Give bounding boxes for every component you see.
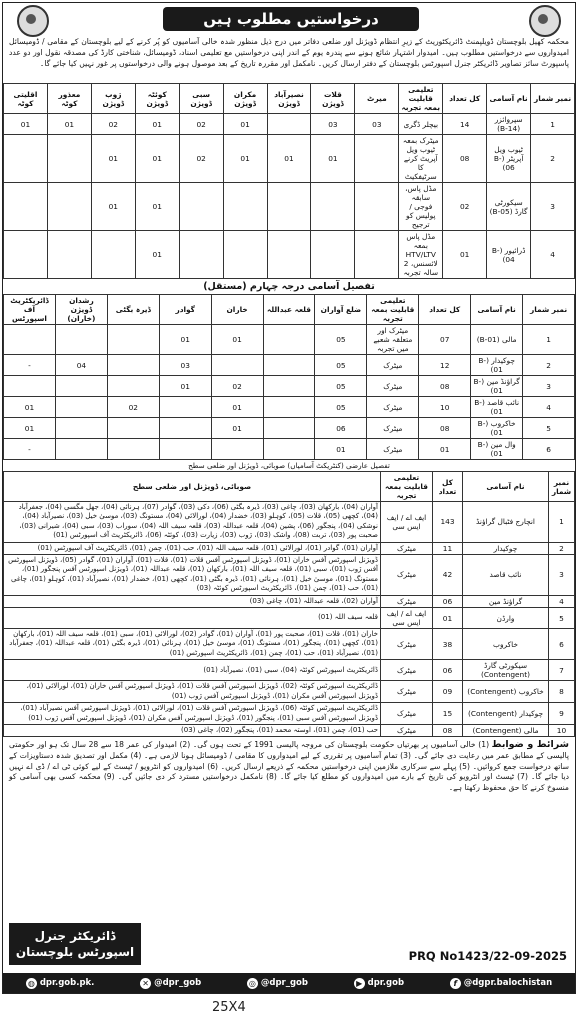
column-header: قلات ڈویژن: [311, 84, 355, 114]
table-cell: 10: [549, 724, 575, 736]
table-cell: 02: [107, 397, 159, 418]
table-row: [4, 502, 575, 543]
table-cell: [4, 183, 48, 231]
column-header: نمبر شمار: [531, 84, 575, 114]
table-row: [4, 376, 575, 397]
table-cell: 9: [549, 703, 575, 725]
table-cell: انچارج فٹبال گراؤنڈ: [463, 502, 549, 543]
table-cell: [159, 418, 211, 439]
table-class4-posts: [3, 294, 575, 460]
table-cell: 01: [47, 114, 91, 135]
section-title-class4: تفصیل آسامی درجہ چہارم (مستقل): [203, 281, 375, 292]
prq-number: PRQ No1423/22-09-2025: [408, 949, 567, 963]
table-cell: 2: [523, 355, 575, 376]
table-cell: [107, 376, 159, 397]
table-cell: نائب قاصد (B-01): [471, 397, 523, 418]
table-cell: 14: [443, 114, 487, 135]
table-cell: 01: [159, 376, 211, 397]
table-cell: ڈائریکٹریٹ اسپورٹس کوئٹہ (06)، ڈویژنل اسپورٹس آفس قلات (01)، لورالائی (01)، ڈویژنل اسپورٹس آفس نصیرآباد (01)، ڈویژنل اسپورٹس آفس سبی (01)، پنجگور (01)، ڈویژنل اسپورٹس آفس مکران (01)، ڈویژنل اسپورٹس آفس ژوب (01): [4, 703, 381, 725]
table-cell: 6: [523, 439, 575, 460]
social-bar: [3, 973, 575, 993]
table-cell: خاکروب: [463, 629, 549, 660]
table-cell: ایف اے / ایف ایس سی: [381, 608, 433, 629]
table-cell: [355, 183, 399, 231]
column-header: ضلع آواران: [315, 295, 367, 325]
table-cell: -: [4, 355, 56, 376]
table-cell: 01: [4, 397, 56, 418]
table-cell: میٹرک: [381, 595, 433, 607]
table-cell: 1: [523, 325, 575, 355]
column-header: تعلیمی قابلیت بمعہ تجربہ: [367, 295, 419, 325]
table-cell: سیکورٹی گارڈ (Contengent): [463, 660, 549, 681]
table-cell: [47, 231, 91, 279]
table-row: [4, 660, 575, 681]
table-cell: 03: [311, 114, 355, 135]
social-handle: dpr.gob: [367, 978, 405, 988]
table-cell: [107, 418, 159, 439]
table-cell: خاران (01)، قلات (01)، صحبت پور (01)، آواران (01)، گوادر (02)، لورالائی (01)، سبی (01)، قلعہ سیف اللہ (01)، بارکھان (01)، کچھی (01)، پنجگور (01)، مستونگ (01)، موسیٰ خیل (01)، ہرنائی (01)، ڈیرہ بگٹی (01)، قلعہ عبداللہ (01)، جعفرآباد (01)، نصیرآباد (01)، حب (01)، چمن (01)، ڈائریکٹریٹ اسپورٹس (01): [4, 629, 381, 660]
intro-paragraph: محکمہ کھیل بلوچستان ڈویلپمنٹ ڈائریکٹوریٹ کے زیرِ انتظام ڈویژنل اور ضلعی دفاتر میں درج ذیل منظور شدہ خالی آسامیوں کو پُر کرنے کے لیے بلوچستان کے مقامی / ڈومیسائل امیدواروں سے درخواستیں مطلوب ہیں۔ امیدوار اشتہار شائع ہونے سے پندرہ یوم کے اندر اپنی درخواستیں مع تعلیمی اسناد، ڈومیسائل، شناختی کارڈ کی مصدقہ نقول اور دو عدد پاسپورٹ سائز تصاویر ڈائریکٹر جنرل اسپورٹس بلوچستان کے دفتر ارسال کریں۔ نامکمل اور مقررہ تاریخ کے بعد موصول ہونے والی درخواستوں پر غور نہیں کیا جائے گا۔: [9, 37, 569, 68]
column-header: نام آسامی: [463, 472, 549, 502]
table-cell: میٹرک: [381, 629, 433, 660]
table-cell: 01: [419, 439, 471, 460]
table-row: [4, 724, 575, 736]
table-cell: 42: [433, 555, 463, 596]
table-cell: سیکورٹی گارڈ (B-05): [487, 183, 531, 231]
table-cell: آواران (04)، بارکھان (03)، چاغی (03)، ڈیرہ بگٹی (06)، دکی (03)، گوادر (07)، ہرنائی (04)، جھل مگسی (04)، جعفرآباد (04)، کچھی (05)، قلات (05)، کوہلو (03)، خضدار (04)، لورالائی (04)، مستونگ (03)، موسیٰ خیل (03)، نصیرآباد (04)، نوشکی (04)، پنجگور (06)، پشین (04)، قلعہ عبداللہ (03)، قلعہ سیف اللہ (04)، سوراب (03)، سبی (04)، شیرانی (03)، صحبت پور (03)، تربت (08)، واشک (03)، ژوب (03)، زیارت (03)، کوئٹہ (06)، ڈائریکٹریٹ آف اسپورٹس (01): [4, 502, 381, 543]
table-cell: میٹرک: [381, 724, 433, 736]
table-cell: [263, 325, 315, 355]
table-cell: میٹرک: [381, 660, 433, 681]
column-header: مکران ڈویژن: [223, 84, 267, 114]
table-cell: 01: [91, 183, 135, 231]
table-cell: [55, 376, 107, 397]
table-cell: 01: [135, 135, 179, 183]
table-cell: [263, 439, 315, 460]
column-header: کوئٹہ ڈویژن: [135, 84, 179, 114]
signature-block: [9, 923, 141, 965]
table-cell: [47, 135, 91, 183]
youtube-icon: ▶: [354, 978, 365, 989]
terms-title: شرائط و ضوابط: [491, 739, 570, 751]
table-cell: [179, 231, 223, 279]
table-cell: 4: [549, 595, 575, 607]
column-header: نمبر شمار: [523, 295, 575, 325]
table-cell: 38: [433, 629, 463, 660]
table-cell: 06: [315, 418, 367, 439]
table-cell: گراؤنڈ مین (B-01): [471, 376, 523, 397]
table-cell: چوکیدار (B-01): [471, 355, 523, 376]
table-cell: وال مین (B-01): [471, 439, 523, 460]
table-cell: 1: [549, 502, 575, 543]
table-row: [4, 703, 575, 725]
table-cell: 02: [211, 376, 263, 397]
social-link[interactable]: [247, 978, 308, 989]
table-cell: 08: [419, 376, 471, 397]
table-cell: 12: [419, 355, 471, 376]
table-cell: 01: [211, 418, 263, 439]
table-cell: 7: [549, 660, 575, 681]
table-cell: 03: [159, 355, 211, 376]
table-cell: [4, 325, 56, 355]
table-row: [4, 542, 575, 554]
table-cell: 01: [135, 183, 179, 231]
table-cell: بیچلر ڈگری: [399, 114, 443, 135]
table-cell: [311, 183, 355, 231]
table-cell: 01: [315, 439, 367, 460]
table-cell: 01: [433, 608, 463, 629]
table-cell: 4: [523, 397, 575, 418]
column-header: تعلیمی قابلیت بمعہ تجربہ: [381, 472, 433, 502]
table-cell: چوکیدار (Contengent): [463, 703, 549, 725]
table-row: [4, 135, 575, 183]
table-cell: [179, 183, 223, 231]
table-cell: [4, 135, 48, 183]
table-cell: 01: [211, 325, 263, 355]
column-header: نمبر شمار: [549, 472, 575, 502]
column-header: کل تعداد: [443, 84, 487, 114]
table-cell: مالی (B-01): [471, 325, 523, 355]
facebook-icon: f: [450, 978, 461, 989]
table-cell: میٹرک اور متعلقہ شعبے میں تجربہ: [367, 325, 419, 355]
logo-right-icon: [529, 5, 561, 37]
table-cell: سپروائزر (B-14): [487, 114, 531, 135]
column-header: اقلیتی کوٹہ: [4, 84, 48, 114]
table-cell: 01: [4, 114, 48, 135]
table-cell: [263, 355, 315, 376]
table-cell: گراؤنڈ مین: [463, 595, 549, 607]
column-header: تعلیمی قابلیت بمعہ تجربہ: [399, 84, 443, 114]
column-header: ژوب ڈویژن: [91, 84, 135, 114]
table-row: [4, 595, 575, 607]
table-cell: 01: [311, 135, 355, 183]
table-cell: میٹرک: [367, 439, 419, 460]
table-cell: وارڈن: [463, 608, 549, 629]
table-cell: 03: [355, 114, 399, 135]
ad-footer: [3, 923, 575, 993]
table-cell: 02: [179, 135, 223, 183]
table-cell: [311, 231, 355, 279]
table-cell: ڈویژنل اسپورٹس آفس خاران (01)، ڈویژنل اسپورٹس آفس قلات (01)، قلات (01)، آواران (01)، گوادر (05)، ڈویژنل اسپورٹس آفس ژوب (01)، سبی (01)، قلعہ سیف اللہ (01)، بارکھان (01)، قلعہ عبداللہ (01)، ڈویژنل اسپورٹس آفس پنجگور (01)، مستونگ (01)، موسیٰ خیل (01)، ہرنائی (01)، ڈیرہ بگٹی (01)، کچھی (01)، خضدار (01)، نصیرآباد (01)، کوہلو (01)، چاغی (01)، حب (01)، چمن (01)، ڈائریکٹریٹ اسپورٹس کوئٹہ (03): [4, 555, 381, 596]
column-header: ڈیرہ بگٹی: [107, 295, 159, 325]
terms-text: (1) خالی آسامیوں پر بھرتیاں حکومت بلوچستان کی مروجہ پالیسی 1991 کے تحت ہوں گی۔ (2) امیدوار کی عمر 18 سے 28 سال تک ہو اور حکومتی پالیسی کے مطابق عمر میں رعایت دی جائے گی۔ (3) تمام آسامیوں پر تقرری کے لیے امیدواروں کا مقامی / ڈومیسائل ہونا لازمی ہے۔ (4) مکمل اور تصدیق شدہ دستاویزات کے ساتھ درخواست جمع کروائیں۔ (5) پہلے سے سرکاری ملازمین اپنی درخواستیں محکمہ کے ذریعے ارسال کریں۔ (6) امیدواروں کو انٹرویو / ٹیسٹ کے لیے کوئی ٹی اے / ڈی اے نہیں دیا جائے گا۔ (7) ٹیسٹ اور انٹرویو کی تاریخ کے بارے میں امیدواروں کو مطلع کیا جائے گا۔ (8) نامکمل درخواستیں مسترد کر دی جائیں گی۔ (9) محکمہ کسی بھی آسامی کو منسوخ کرنے کا حق محفوظ رکھتا ہے۔: [9, 740, 569, 792]
table-row: [4, 555, 575, 596]
table-cell: نائب قاصد: [463, 555, 549, 596]
column-header: میرٹ: [355, 84, 399, 114]
table-cell: میٹرک بمعہ ٹیوب ویل آپریٹ کرنے کا سرٹیفکیٹ: [399, 135, 443, 183]
table-cell: 3: [523, 376, 575, 397]
table-cell: [91, 231, 135, 279]
table-cell: 07: [419, 325, 471, 355]
table-row: [4, 114, 575, 135]
table-row: [4, 439, 575, 460]
table-cell: 10: [419, 397, 471, 418]
table-cell: [159, 397, 211, 418]
table-cell: [267, 183, 311, 231]
table-cell: 01: [135, 114, 179, 135]
ad-header: [3, 3, 575, 35]
table-cell: [107, 325, 159, 355]
table-cell: 3: [531, 183, 575, 231]
table-cell: 3: [549, 555, 575, 596]
social-link[interactable]: [450, 978, 552, 989]
column-header: کل تعداد: [419, 295, 471, 325]
table-grade-posts: [3, 83, 575, 279]
table-cell: 01: [135, 231, 179, 279]
ad-title: درخواستیں مطلوب ہیں: [163, 7, 419, 31]
table-cell: [159, 439, 211, 460]
table-cell: میٹرک: [381, 681, 433, 703]
table-row: [4, 325, 575, 355]
page-code: 25X4: [212, 1000, 246, 1015]
table-cell: 01: [4, 418, 56, 439]
table-cell: ٹیوب ویل آپریٹر (B-06): [487, 135, 531, 183]
table-row: [4, 418, 575, 439]
table-cell: خاکروب (Contengent): [463, 681, 549, 703]
globe-icon: ◍: [26, 978, 37, 989]
table-cell: 08: [443, 135, 487, 183]
social-link[interactable]: [354, 978, 404, 989]
column-header: صوبائی، ڈویژنل اور ضلعی سطح: [4, 472, 381, 502]
table-cell: میٹرک: [367, 355, 419, 376]
table-cell: 2: [531, 135, 575, 183]
table-cell: 01: [211, 397, 263, 418]
table-cell: [4, 376, 56, 397]
column-header: قلعہ عبداللہ: [263, 295, 315, 325]
table-cell: مڈل پاس، سابقہ فوجی / پولیس کو ترجیح: [399, 183, 443, 231]
social-handle: @dpr_gob: [154, 978, 202, 988]
table-cell: [263, 376, 315, 397]
table-cell: 6: [549, 629, 575, 660]
table-cell: مڈل پاس بمعہ HTV/LTV لائسنس، 2 سالہ تجربہ: [399, 231, 443, 279]
table-cell: 01: [223, 135, 267, 183]
table-cell: میٹرک: [367, 397, 419, 418]
table-cell: 05: [315, 325, 367, 355]
table-cell: 02: [443, 183, 487, 231]
table-row: [4, 681, 575, 703]
table-cell: ڈرائیور (B-04): [487, 231, 531, 279]
table-cell: 2: [549, 542, 575, 554]
column-header: نام آسامی: [487, 84, 531, 114]
table-cell: 5: [523, 418, 575, 439]
table-cell: آواران (02)، قلعہ عبداللہ (01)، چاغی (03): [4, 595, 381, 607]
table-cell: [107, 439, 159, 460]
table-cell: -: [4, 439, 56, 460]
table-cell: ڈائریکٹریٹ اسپورٹس کوئٹہ (02)، ڈویژنل اسپورٹس آفس قلات (01)، ڈویژنل اسپورٹس آفس خاران (01)، لورالائی (01)، ڈویژنل اسپورٹس آفس مکران (01)، ڈویژنل اسپورٹس آفس ژوب (01): [4, 681, 381, 703]
signatory-title: ڈائریکٹر جنرل: [34, 929, 116, 943]
table-cell: [263, 397, 315, 418]
social-handle: dpr.gob.pk.: [39, 978, 95, 988]
table-cell: 15: [433, 703, 463, 725]
table-cell: مالی (Contengent): [463, 724, 549, 736]
table-cell: [223, 183, 267, 231]
column-header: کل تعداد: [433, 472, 463, 502]
table-cell: 1: [531, 114, 575, 135]
table-cell: چوکیدار: [463, 542, 549, 554]
table-cell: [211, 355, 263, 376]
table-cell: 01: [159, 325, 211, 355]
table-cell: 04: [55, 355, 107, 376]
table-cell: [211, 439, 263, 460]
table-row: [4, 231, 575, 279]
table-cell: [223, 231, 267, 279]
column-header: نصیرآباد ڈویژن: [267, 84, 311, 114]
table-cell: 09: [433, 681, 463, 703]
table-cell: 8: [549, 681, 575, 703]
table-cell: میٹرک: [367, 418, 419, 439]
table-cell: ایف اے / ایف ایس سی: [381, 502, 433, 543]
column-header: رشدان ڈویژن (خاران): [55, 295, 107, 325]
table-cell: 01: [91, 135, 135, 183]
table-row: [4, 183, 575, 231]
table-cell: [55, 325, 107, 355]
table-cell: [267, 231, 311, 279]
table-cell: خاکروب (B-01): [471, 418, 523, 439]
table-cell: 05: [315, 376, 367, 397]
table-cell: میٹرک: [381, 703, 433, 725]
table-cell: 02: [91, 114, 135, 135]
table-cell: [47, 183, 91, 231]
table-cell: 08: [433, 724, 463, 736]
table-cell: قلعہ سیف اللہ (01): [4, 608, 381, 629]
table-cell: 02: [179, 114, 223, 135]
table-cell: 06: [433, 595, 463, 607]
table-row: [4, 355, 575, 376]
column-header: ڈائریکٹریٹ آف اسپورٹس: [4, 295, 56, 325]
instagram-icon: ◎: [247, 978, 258, 989]
table-cell: 01: [267, 135, 311, 183]
table-cell: [55, 418, 107, 439]
table-cell: 06: [433, 660, 463, 681]
terms-and-conditions: [3, 737, 575, 806]
social-handle: @dpr_gob: [260, 978, 308, 988]
table-cell: [55, 397, 107, 418]
table-cell: 05: [315, 355, 367, 376]
table-cell: 01: [223, 114, 267, 135]
logo-left-icon: [17, 5, 49, 37]
table-cell: [107, 355, 159, 376]
table-cell: 05: [315, 397, 367, 418]
table-cell: [355, 231, 399, 279]
table-contract-posts: [3, 471, 575, 737]
column-header: سبی ڈویژن: [179, 84, 223, 114]
table-row: [4, 397, 575, 418]
twitter-icon: ✕: [140, 978, 151, 989]
social-handle: @dgpr.balochistan: [463, 978, 553, 988]
table-row: [4, 629, 575, 660]
table-cell: 08: [419, 418, 471, 439]
table-cell: 01: [443, 231, 487, 279]
table-cell: [55, 439, 107, 460]
table-cell: [263, 418, 315, 439]
column-header: گوادر: [159, 295, 211, 325]
table-row: [4, 608, 575, 629]
advertisement: [2, 2, 576, 994]
table-cell: [4, 231, 48, 279]
table-cell: [355, 135, 399, 183]
table-cell: 4: [531, 231, 575, 279]
table-cell: 11: [433, 542, 463, 554]
column-header: نام آسامی: [471, 295, 523, 325]
table-cell: 5: [549, 608, 575, 629]
social-link[interactable]: [140, 978, 201, 989]
section-note-contract: تفصیل عارضی (کنٹریکٹ آسامیاں) صوبائی، ڈویژنل اور ضلعی سطح: [188, 461, 390, 470]
table-cell: میٹرک: [367, 376, 419, 397]
column-header: خاران: [211, 295, 263, 325]
table-cell: 143: [433, 502, 463, 543]
social-link[interactable]: [26, 978, 95, 989]
table-cell: میٹرک: [381, 542, 433, 554]
table-cell: [267, 114, 311, 135]
column-header: معذور کوٹہ: [47, 84, 91, 114]
table-cell: حب (01)، چمن (01)، اوستہ محمد (01)، پنجگور (02)، چاغی (03): [4, 724, 381, 736]
signatory-department: اسپورٹس بلوچستان: [15, 945, 135, 959]
table-cell: ڈائریکٹریٹ اسپورٹس کوئٹہ (04)، سبی (01)، نصیرآباد (01): [4, 660, 381, 681]
table-cell: میٹرک: [381, 555, 433, 596]
table-cell: آواران (01)، گوادر (01)، لورالائی (01)، قلعہ سیف اللہ (01)، حب (01)، چمن (01)، ڈائریکٹریٹ آف اسپورٹس (01): [4, 542, 381, 554]
